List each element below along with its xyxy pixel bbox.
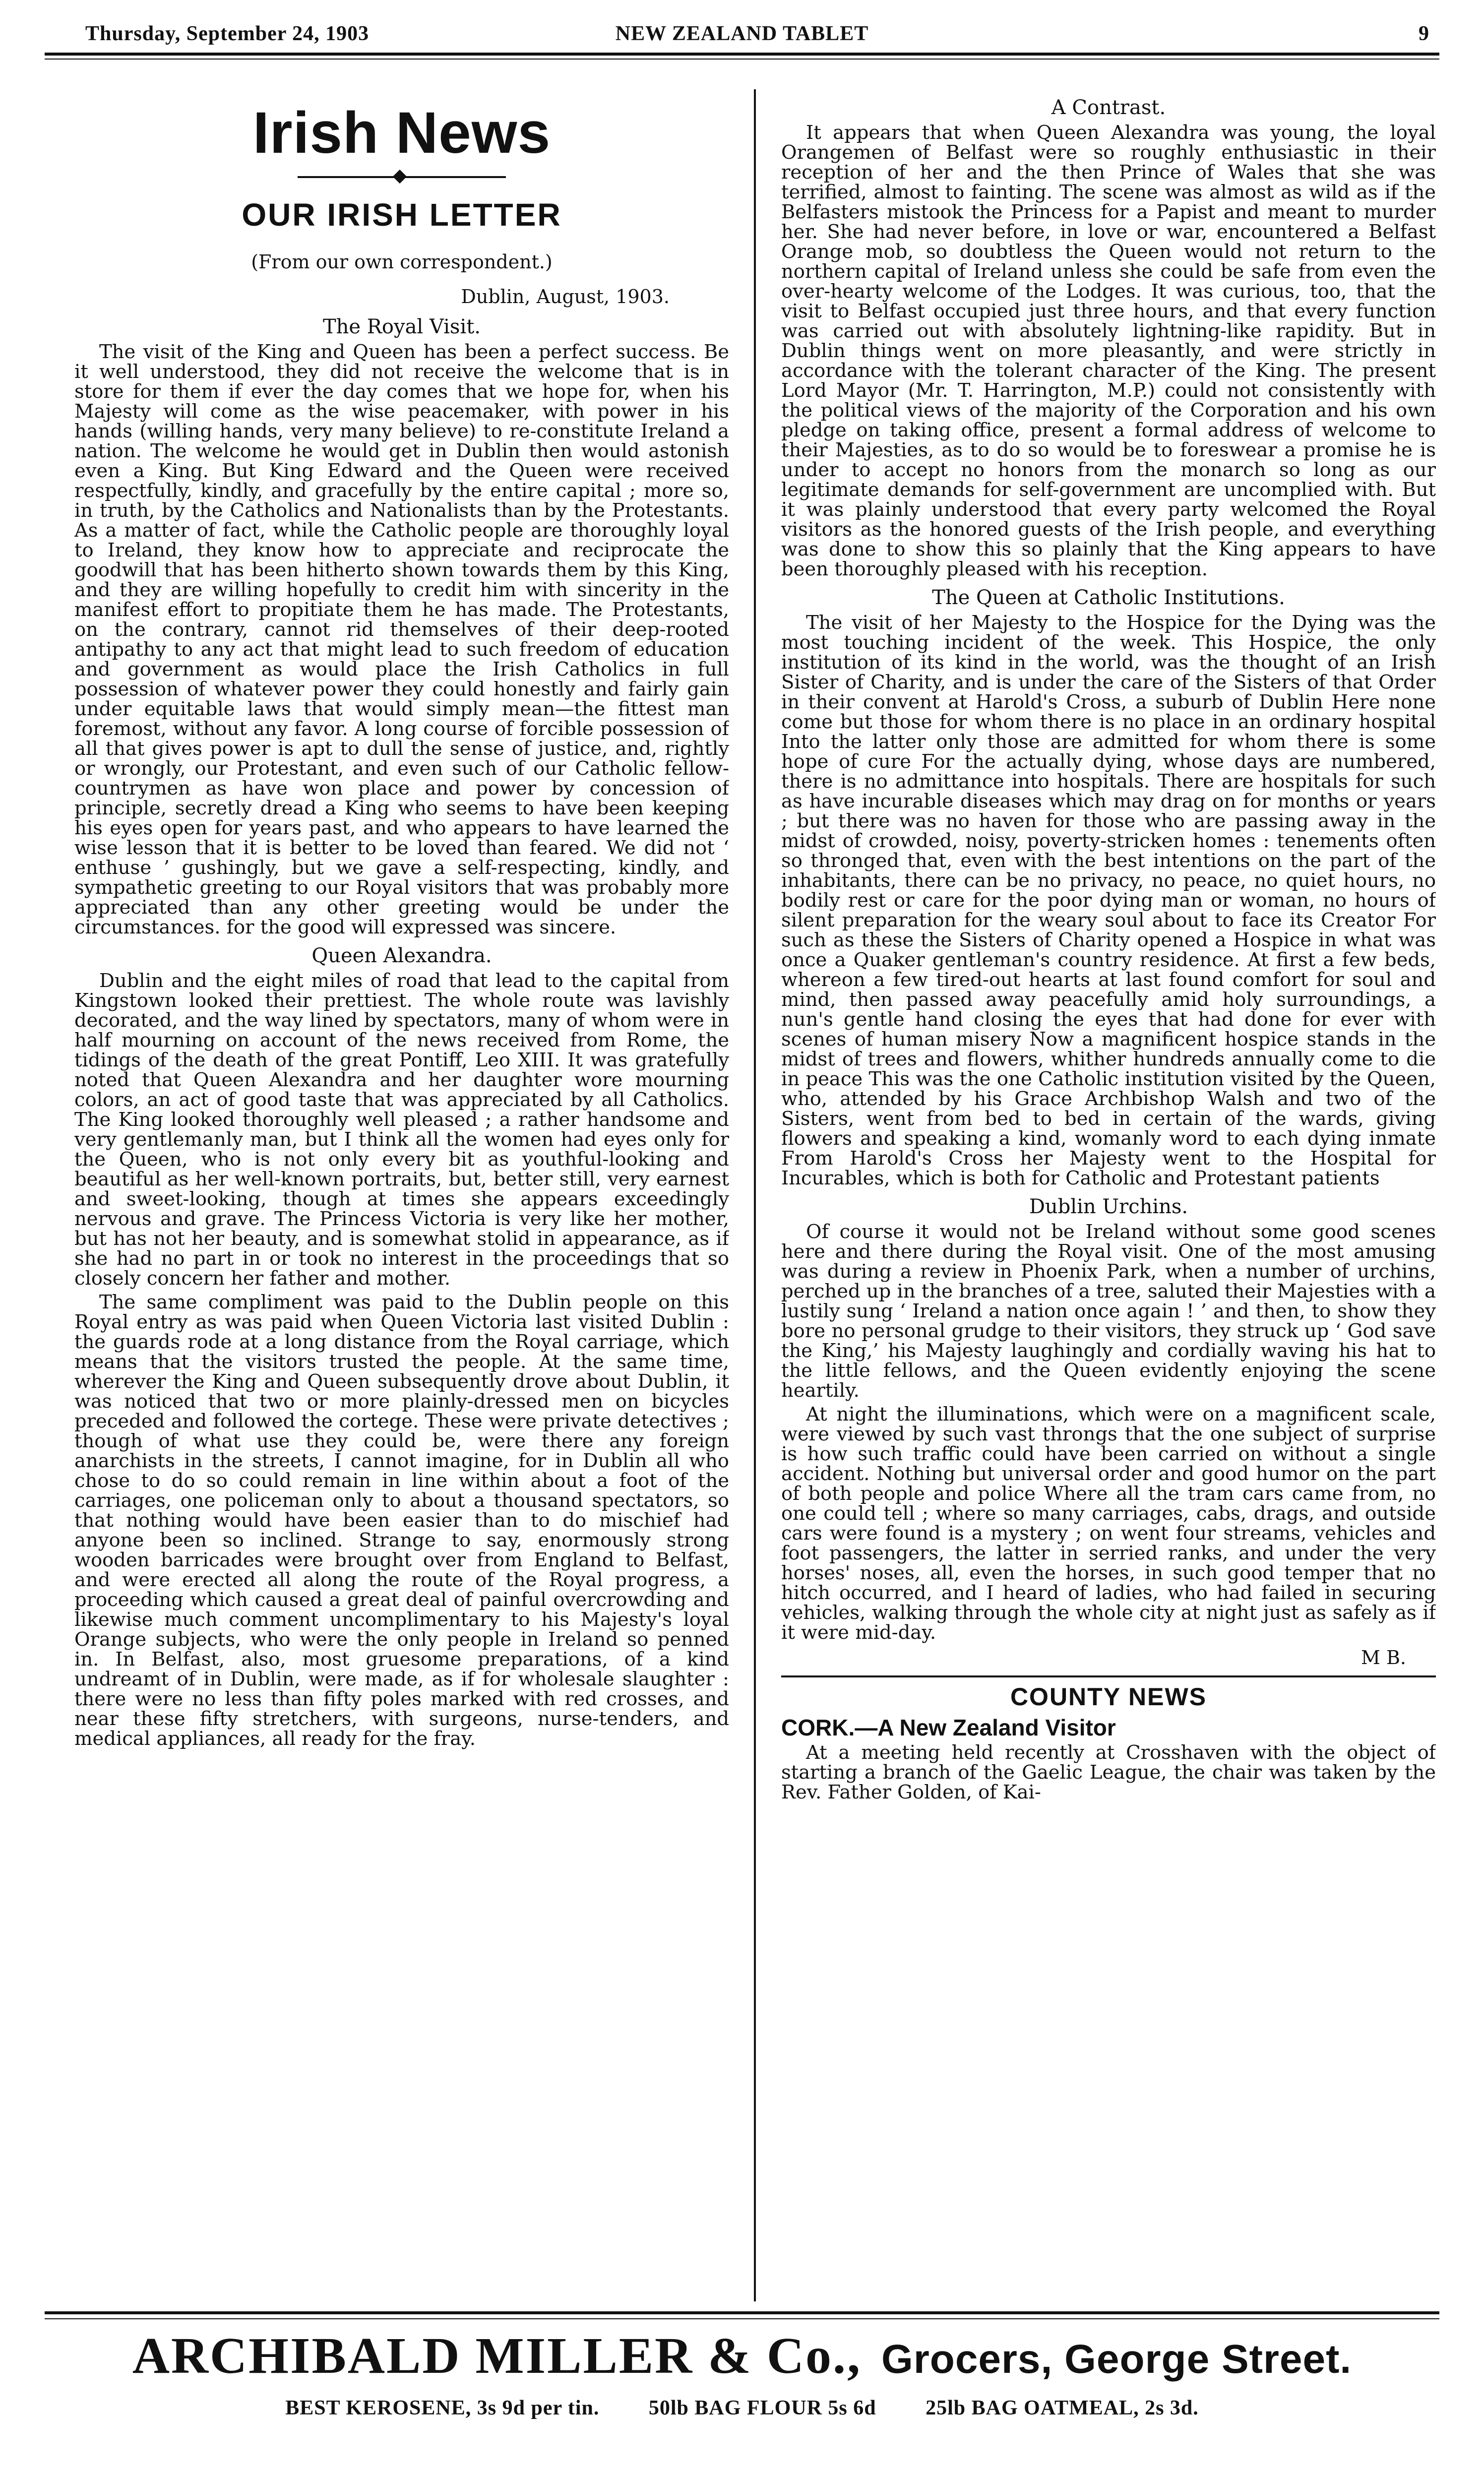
title-ornament: [298, 172, 506, 182]
paragraph: Dublin and the eight miles of road that lead to the capital from Kingstown looked their prettiest. The whole route was lavishly decorated, and the way lined by spectators, many of whom were in half mourning on account of the news received from Rome, the tidings of the death of the great Pontiff, Leo XIII. It was gratefully noted that Queen Alexandra and her daughter wore mourning colors, an act of good taste that was appreciated by all Catholics. The King looked thoroughly well pleased ; a rather handsome and very gentlemanly man, but I think all the women had eyes only for the Queen, who is not only every bit as youthful-looking and beautiful as her well-known portraits, but, better still, very earnest and sweet-looking, though at times she appears exceedingly nervous and grave. The Princess Victoria is very like her mother, but has not her beauty, and is somewhat stolid in appearance, as if she had no part in or took no interest in the proceedings that so closely concern her father and mother.: [74, 970, 729, 1290]
subhead-royal-visit: The Royal Visit.: [322, 315, 481, 338]
paragraph: At night the illuminations, which were on a magnificent scale, were viewed by such vast throngs that the one subject of surprise is how such traffic could have been carried on without a single accident. Nothing but universal order and good humor on the part of both people and police Where all the tram cars came from, no one could tell ; where so many carriages, cabs, drags, and outside cars were found is a mystery ; on went four streams, vehicles and foot passengers, the latter in serried ranks, and under the very horses' noses, all, even the horses, in such good temper that no hitch occurred, and I heard of ladies, who had failed in securing vehicles, walking through the whole city at night just as safely as if it were mid-day.: [781, 1403, 1436, 1644]
ad-company: ARCHIBALD MILLER & Co.,: [132, 2327, 862, 2384]
article-columns: [45, 89, 1439, 2301]
issue-date: Thursday, September 24, 1903: [85, 22, 370, 45]
page-number: 9: [1419, 22, 1429, 45]
paragraph: Of course it would not be Ireland without some good scenes here and there during the Royal visit. One of the most amusing was during a review in Phoenix Park, when a number of urchins, perched up in the branches of a tree, saluted their Majesties with a lustily sung ‘ Ireland a nation once again ! ’ and then, to show they bore no personal grudge to their visitors, they struck up ‘ God save the King,’ his Majesty laughingly and cordially waving his hat to the little fellows, and the Queen evidently enjoying the scene heartily.: [781, 1221, 1436, 1402]
ad-prices: [45, 2396, 1439, 2420]
column-divider: [754, 89, 756, 2301]
right-column: [781, 89, 1436, 2301]
cork-subheading: CORK.—A New Zealand Visitor: [781, 1715, 1116, 1740]
paragraph: The visit of her Majesty to the Hospice for the Dying was the most touching incident of the week. This Hospice, the only institution of its kind in the world, was the thought of an Irish Sister of Charity, and is under the care of the Sisters of that Order in their convent at Harold's Cross, a suburb of Dublin Here none come but those for whom there is no place in an ordinary hospital Into the latter only those are admitted for whom there is some hope of cure For the actually dying, whose days are numbered, there is no admittance into hospitals. There are hospitals for such as have incurable diseases which may drag on for months or years ; but there was no haven for those who are passing away in the midst of crowded, noisy, poverty-stricken homes : tenements often so thronged that, even with the best intentions on the part of the inhabitants, there can be no privacy, no peace, no quiet hours, no bodily rest or care for the poor dying man or woman, no hours of silent preparation for the weary soul about to face its Creator For such as these the Sisters of Charity opened a Hospice in what was once a Quaker gentleman's country residence. At first a few beds, whereon a few tired-out hearts at last found comfort for soul and mind, then passed away peacefully amid holy surroundings, a nun's gentle hand closing the eyes that had done for ever with scenes of human misery Now a magnificent hospice stands in the midst of trees and flowers, whither hundreds annually come to die in peace This was the one Catholic institution visited by the Queen, who, attended by his Grace Archbishop Walsh and two of the Sisters, went from bed to bed in certain of the wards, giving flowers and speaking a kind, womanly word to each dying inmate From Harold's Cross her Majesty went to the Hospital for Incurables, which is both for Catholic and Protestant patients: [781, 612, 1436, 1189]
publication-name: NEW ZEALAND TABLET: [615, 22, 869, 45]
section-title: Irish News: [252, 100, 551, 166]
footer-rule: [45, 2311, 1439, 2314]
footer-rule-thin: [45, 2318, 1439, 2319]
header-rule: [45, 53, 1439, 56]
ad-item-flour: 50lb BAG FLOUR 5s 6d: [648, 2397, 876, 2419]
subhead-contrast: A Contrast.: [1051, 96, 1166, 119]
ad-headline: [45, 2326, 1439, 2389]
ad-item-oatmeal: 25lb BAG OATMEAL, 2s 3d.: [926, 2397, 1199, 2419]
byline: (From our own correspondent.): [251, 251, 553, 273]
author-signature: M B.: [1361, 1647, 1406, 1669]
advertisement: [45, 2326, 1439, 2470]
ad-item-kerosene: BEST KEROSENE, 3s 9d per tin.: [285, 2397, 600, 2419]
left-column: [74, 89, 729, 2301]
subhead-queen-catholic-institutions: The Queen at Catholic Institutions.: [932, 586, 1285, 609]
paragraph: The visit of the King and Queen has been a perfect success. Be it well understood, they did not receive the welcome that is in store for them if ever the day comes that we hope for, when his Majesty will come as the wise peacemaker, with power in his hands (willing hands, very many believe) to re-constitute Ireland a nation. The welcome he would get in Dublin then would astonish even a King. But King Edward and the Queen were received respectfully, kindly, and gracefully by the entire capital ; more so, in truth, by the Catholics and Nationalists than by the Protestants. As a matter of fact, while the Catholic people are thoroughly loyal to Ireland, they know how to appreciate and reciprocate the goodwill that has been hitherto shown towards them by this King, and they are willing hopefully to credit him with sincerity in the manifest effort to propitiate them he has made. The Protestants, on the contrary, cannot rid themselves of their deep-rooted antipathy to any act that might lead to such freedom of education and government as would place the Irish Catholics in full possession of whatever power they could honestly and fairly gain under equitable laws that would simply mean—the fittest man foremost, without any favor. A long course of forcible possession of all that gives power is apt to dull the sense of justice, and, rightly or wrongly, our Protestant, and even such of our Catholic fellow-countrymen as have won place and power by concession of principle, secretly dread a King who seems to have been keeping his eyes open for years past, and who appears to have learned the wise lesson that it is better to be loved than feared. We did not ‘ enthuse ’ gushingly, but we gave a self-respecting, kindly, and sympathetic greeting to our Royal visitors that was probably more appreciated than any other greeting would be under the circumstances. for the good will expressed was sincere.: [74, 341, 729, 938]
dateline: Dublin, August, 1903.: [461, 286, 670, 308]
running-head: [45, 18, 1439, 50]
ad-tagline: Grocers, George Street.: [881, 2337, 1352, 2382]
header-rule-thin: [45, 59, 1439, 60]
paragraph: At a meeting held recently at Crosshaven with the object of starting a branch of the Gaelic League, the chair was taken by the Rev. Father Golden, of Kai-: [781, 1741, 1436, 1803]
paragraph: It appears that when Queen Alexandra was young, the loyal Orangemen of Belfast were so roughly enthusiastic in their reception of her and the then Prince of Wales that she was terrified, almost to fainting. The scene was almost as wild as if the Belfasters mistook the Princess for a Papist and meant to murder her. She had never before, in love or war, encountered a Belfast Orange mob, so doubtless the Queen would not return to the northern capital of Ireland unless she could be safe from even the over-hearty welcome of the Lodges. It was curious, too, that the visit to Belfast occupied just three hours, and that every function was carried out with absolutely lightning-like rapidity. But in Dublin things went on more pleasantly, and were strictly in accordance with the tolerant character of the King. The present Lord Mayor (Mr. T. Harrington, M.P.) could not consistently with the political views of the majority of the Corporation and his own pledge on taking office, present a formal address of welcome to their Majesties, as to do so would be to foreswear a promise he is under to accept no honors from the monarch so long as our legitimate demands for self-government are uncomplied with. But it was plainly understood that every party welcomed the Royal visitors as the honored guests of the Irish people, and everything was done to show this so plainly that the King appears to have been thoroughly pleased with his reception.: [781, 122, 1436, 580]
subhead-dublin-urchins: Dublin Urchins.: [1029, 1195, 1188, 1218]
subhead-queen-alexandra: Queen Alexandra.: [311, 944, 492, 967]
letter-title: OUR IRISH LETTER: [242, 197, 562, 233]
paragraph: The same compliment was paid to the Dublin people on this Royal entry as was paid when Queen Victoria last visited Dublin : the guards rode at a long distance from the Royal carriage, which means that the visitors trusted the people. At the same time, wherever the King and Queen subsequently drove about Dublin, it was noticed that two or more plainly-dressed men on bicycles preceded and followed the cortege. These were private detectives ; though of what use they could be, were there any foreign anarchists in the streets, I cannot imagine, for in Dublin all who chose to do so could remain in line within about a foot of the carriages, one policeman only to about a thousand spectators, so that nothing would have been easier than to do mischief had anyone been so inclined. Strange to say, enormously strong wooden barricades were brought over from England to Belfast, and were erected all along the route of the Royal progress, a proceeding which caused a great deal of painful overcrowding and likewise much comment uncomplimentary to his Majesty's loyal Orange subjects, who were the only people in Ireland so penned in. In Belfast, also, most gruesome preparations, of a kind undreamt of in Dublin, were made, as if for wholesale slaughter : there were no less than fifty poles marked with red crosses, and near these fifty stretchers, with surgeons, nurse-tenders, and medical appliances, all ready for the fray.: [74, 1291, 729, 1750]
county-news-heading: COUNTY NEWS: [781, 1675, 1436, 1711]
